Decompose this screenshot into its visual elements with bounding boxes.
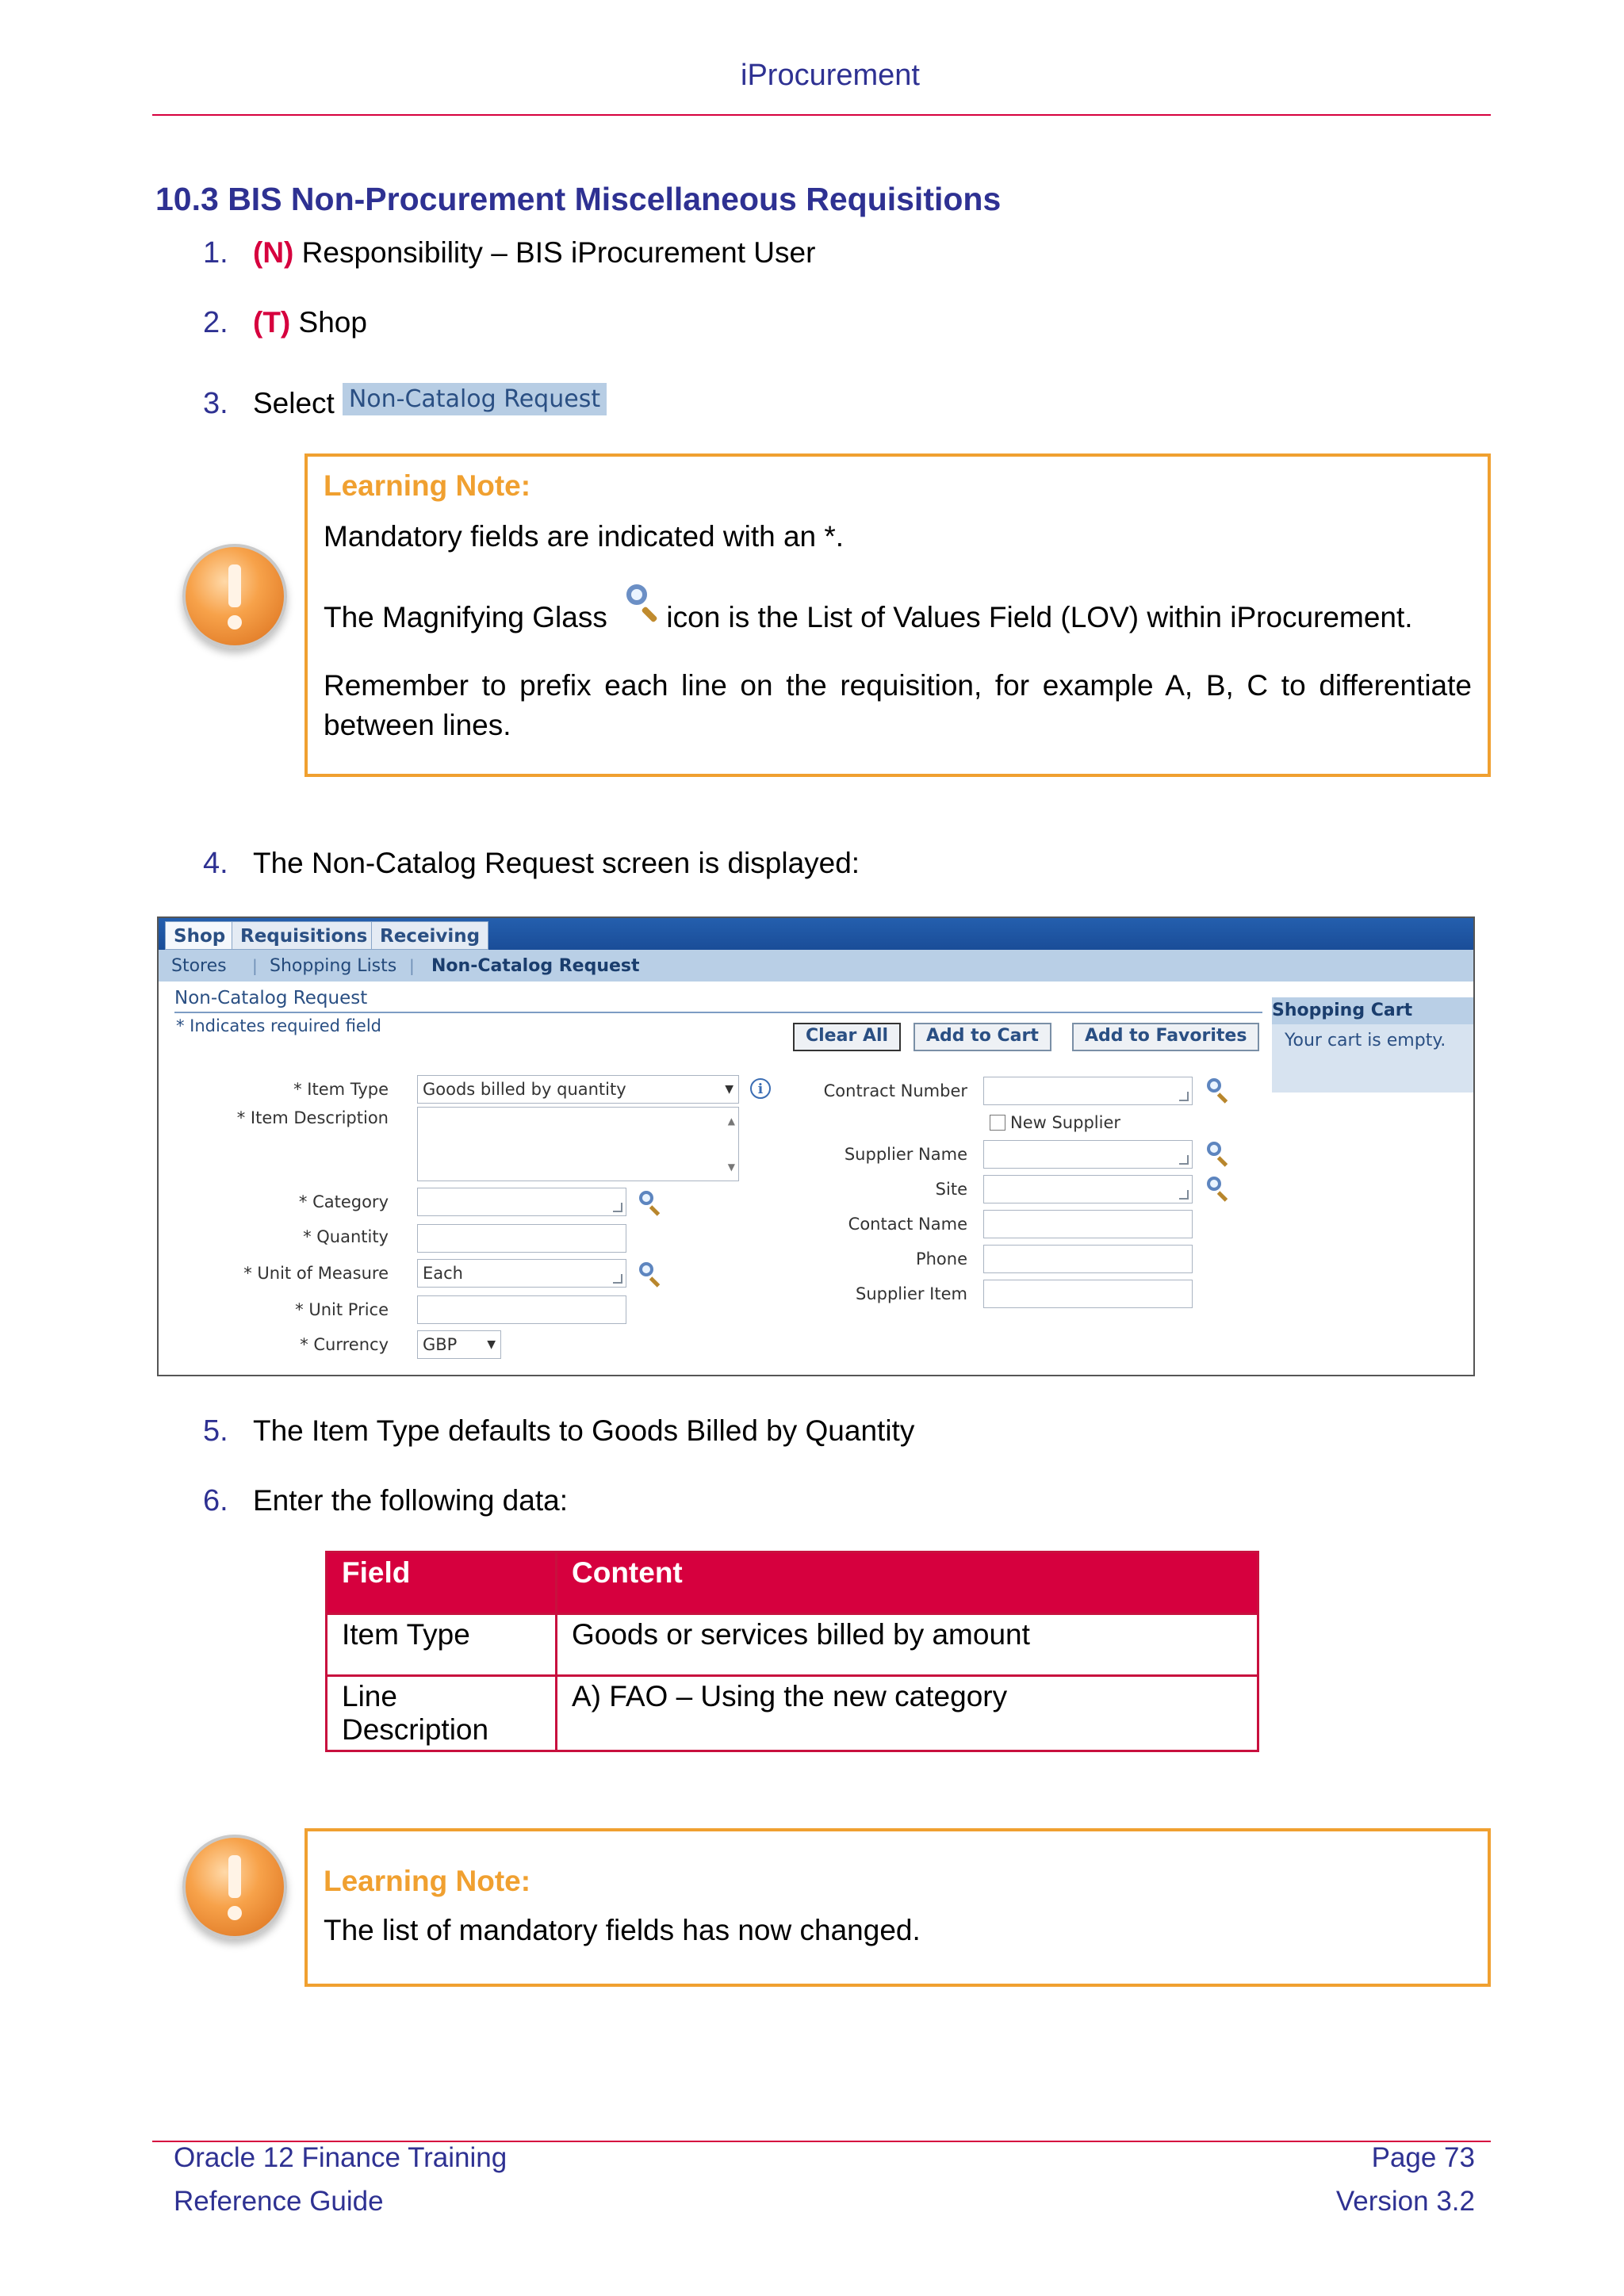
learning-note-1 [304,453,1491,777]
supplier-name-field[interactable] [983,1140,1193,1169]
site-label: Site [935,1180,967,1199]
clear-all-button[interactable]: Clear All [793,1023,901,1051]
step-text: The Item Type defaults to Goods Billed by Quantity [253,1414,915,1447]
currency-label: * Currency [300,1335,389,1354]
contact-name-field[interactable] [983,1210,1193,1238]
subnav-shopping-lists[interactable]: Shopping Lists [270,956,397,976]
quantity-label: * Quantity [303,1227,389,1246]
warning-icon [182,544,287,649]
magnifying-glass-icon [626,584,647,605]
note-text: Mandatory fields are indicated with an *. [324,520,845,553]
phone-field[interactable] [983,1245,1193,1273]
step-number: 2. [203,306,228,339]
new-supplier-checkbox[interactable] [990,1115,1005,1131]
unit-price-label: * Unit Price [295,1300,389,1319]
tab-receiving[interactable]: Receiving [371,921,488,950]
contract-number-field[interactable] [983,1077,1193,1105]
warning-icon [182,1835,287,1939]
table-row [327,1676,1258,1751]
column-header-field: Field [327,1552,557,1614]
note-text: The Magnifying Glass icon is the List of Values Field (LOV) within iProcurement. [324,598,1472,637]
running-header: iProcurement [741,59,920,92]
supplier-name-search-icon[interactable] [1207,1142,1221,1156]
info-icon[interactable]: i [750,1078,771,1099]
add-to-cart-button[interactable]: Add to Cart [914,1023,1051,1051]
footer-version: Version 3.2 [1335,2186,1475,2217]
scroll-down-icon: ▼ [727,1161,735,1173]
shopping-cart-panel [1272,997,1475,1093]
add-to-favorites-button[interactable]: Add to Favorites [1072,1023,1259,1051]
table-header-row [327,1552,1258,1614]
footer-doc-type: Reference Guide [174,2186,384,2217]
data-entry-table [325,1551,1259,1752]
column-header-content: Content [557,1552,1258,1614]
note-text: Remember to prefix each line on the requisition, for example A, B, C to differentiate between lines. [324,669,1472,741]
tab-bar [159,918,1473,950]
note-heading: Learning Note: [324,469,531,502]
supplier-item-label: Supplier Item [855,1284,967,1303]
step-number: 6. [203,1484,228,1517]
subnav-stores[interactable]: Stores [171,956,227,976]
step-text: Responsibility – BIS iProcurement User [293,236,816,269]
supplier-item-field[interactable] [983,1280,1193,1308]
item-type-select[interactable]: Goods billed by quantity ▼ [417,1075,739,1104]
subnav-separator: | [409,956,415,975]
phone-label: Phone [915,1249,967,1269]
step-number: 1. [203,236,228,270]
tab-shop[interactable]: Shop [165,921,234,950]
learning-note-2 [304,1828,1491,1987]
tab-requisitions[interactable]: Requisitions [232,921,376,950]
step-number: 5. [203,1414,228,1448]
step-text: Select [253,387,335,419]
table-cell: Item Type [327,1614,557,1676]
step-number: 3. [203,387,228,420]
subnav-separator: | [252,956,258,975]
footer-page-number: Page 73 [1371,2142,1475,2173]
table-cell: A) FAO – Using the new category [557,1676,1258,1751]
new-supplier-label: New Supplier [1010,1113,1121,1132]
page-title: Non-Catalog Request [174,988,368,1008]
nav-tag: (N) [253,236,294,269]
site-field[interactable] [983,1175,1193,1203]
category-label: * Category [298,1192,389,1211]
footer-course-title: Oracle 12 Finance Training [174,2142,508,2173]
step-number: 4. [203,847,228,880]
section-title: 10.3 BIS Non-Procurement Miscellaneous Requisitions [155,181,1002,217]
tab-tag: (T) [253,306,291,339]
item-description-label: * Item Description [236,1108,389,1127]
sub-navigation [159,950,1473,982]
subnav-non-catalog-request[interactable]: Non-Catalog Request [431,956,640,976]
title-rule [174,1012,1262,1013]
contract-number-label: Contract Number [823,1081,967,1100]
table-cell: Goods or services billed by amount [557,1614,1258,1676]
scroll-up-icon: ▲ [727,1115,735,1127]
shopping-cart-status: Your cart is empty. [1285,1031,1446,1050]
header-rule [152,114,1491,116]
contact-name-label: Contact Name [848,1215,967,1234]
contract-number-search-icon[interactable] [1207,1078,1221,1093]
currency-select[interactable]: GBP ▼ [417,1330,501,1359]
table-cell: Line Description [327,1676,557,1751]
step-text: Enter the following data: [253,1484,568,1517]
supplier-name-label: Supplier Name [844,1145,967,1164]
note-text: The list of mandatory fields has now changed. [324,1914,921,1946]
table-row [327,1614,1258,1676]
unit-of-measure-label: * Unit of Measure [243,1264,389,1283]
step-text: The Non-Catalog Request screen is displayed: [253,847,860,879]
step-text: Shop [290,306,367,339]
non-catalog-request-screenshot [157,916,1475,1376]
non-catalog-request-button[interactable]: Non-Catalog Request [343,383,607,415]
item-description-textarea[interactable] [417,1107,739,1181]
shopping-cart-title: Shopping Cart [1272,997,1475,1024]
note-heading: Learning Note: [324,1865,531,1897]
item-type-label: * Item Type [293,1080,389,1099]
site-search-icon[interactable] [1207,1177,1221,1191]
unit-of-measure-field[interactable]: Each [417,1259,626,1288]
required-hint: * Indicates required field [176,1016,382,1035]
